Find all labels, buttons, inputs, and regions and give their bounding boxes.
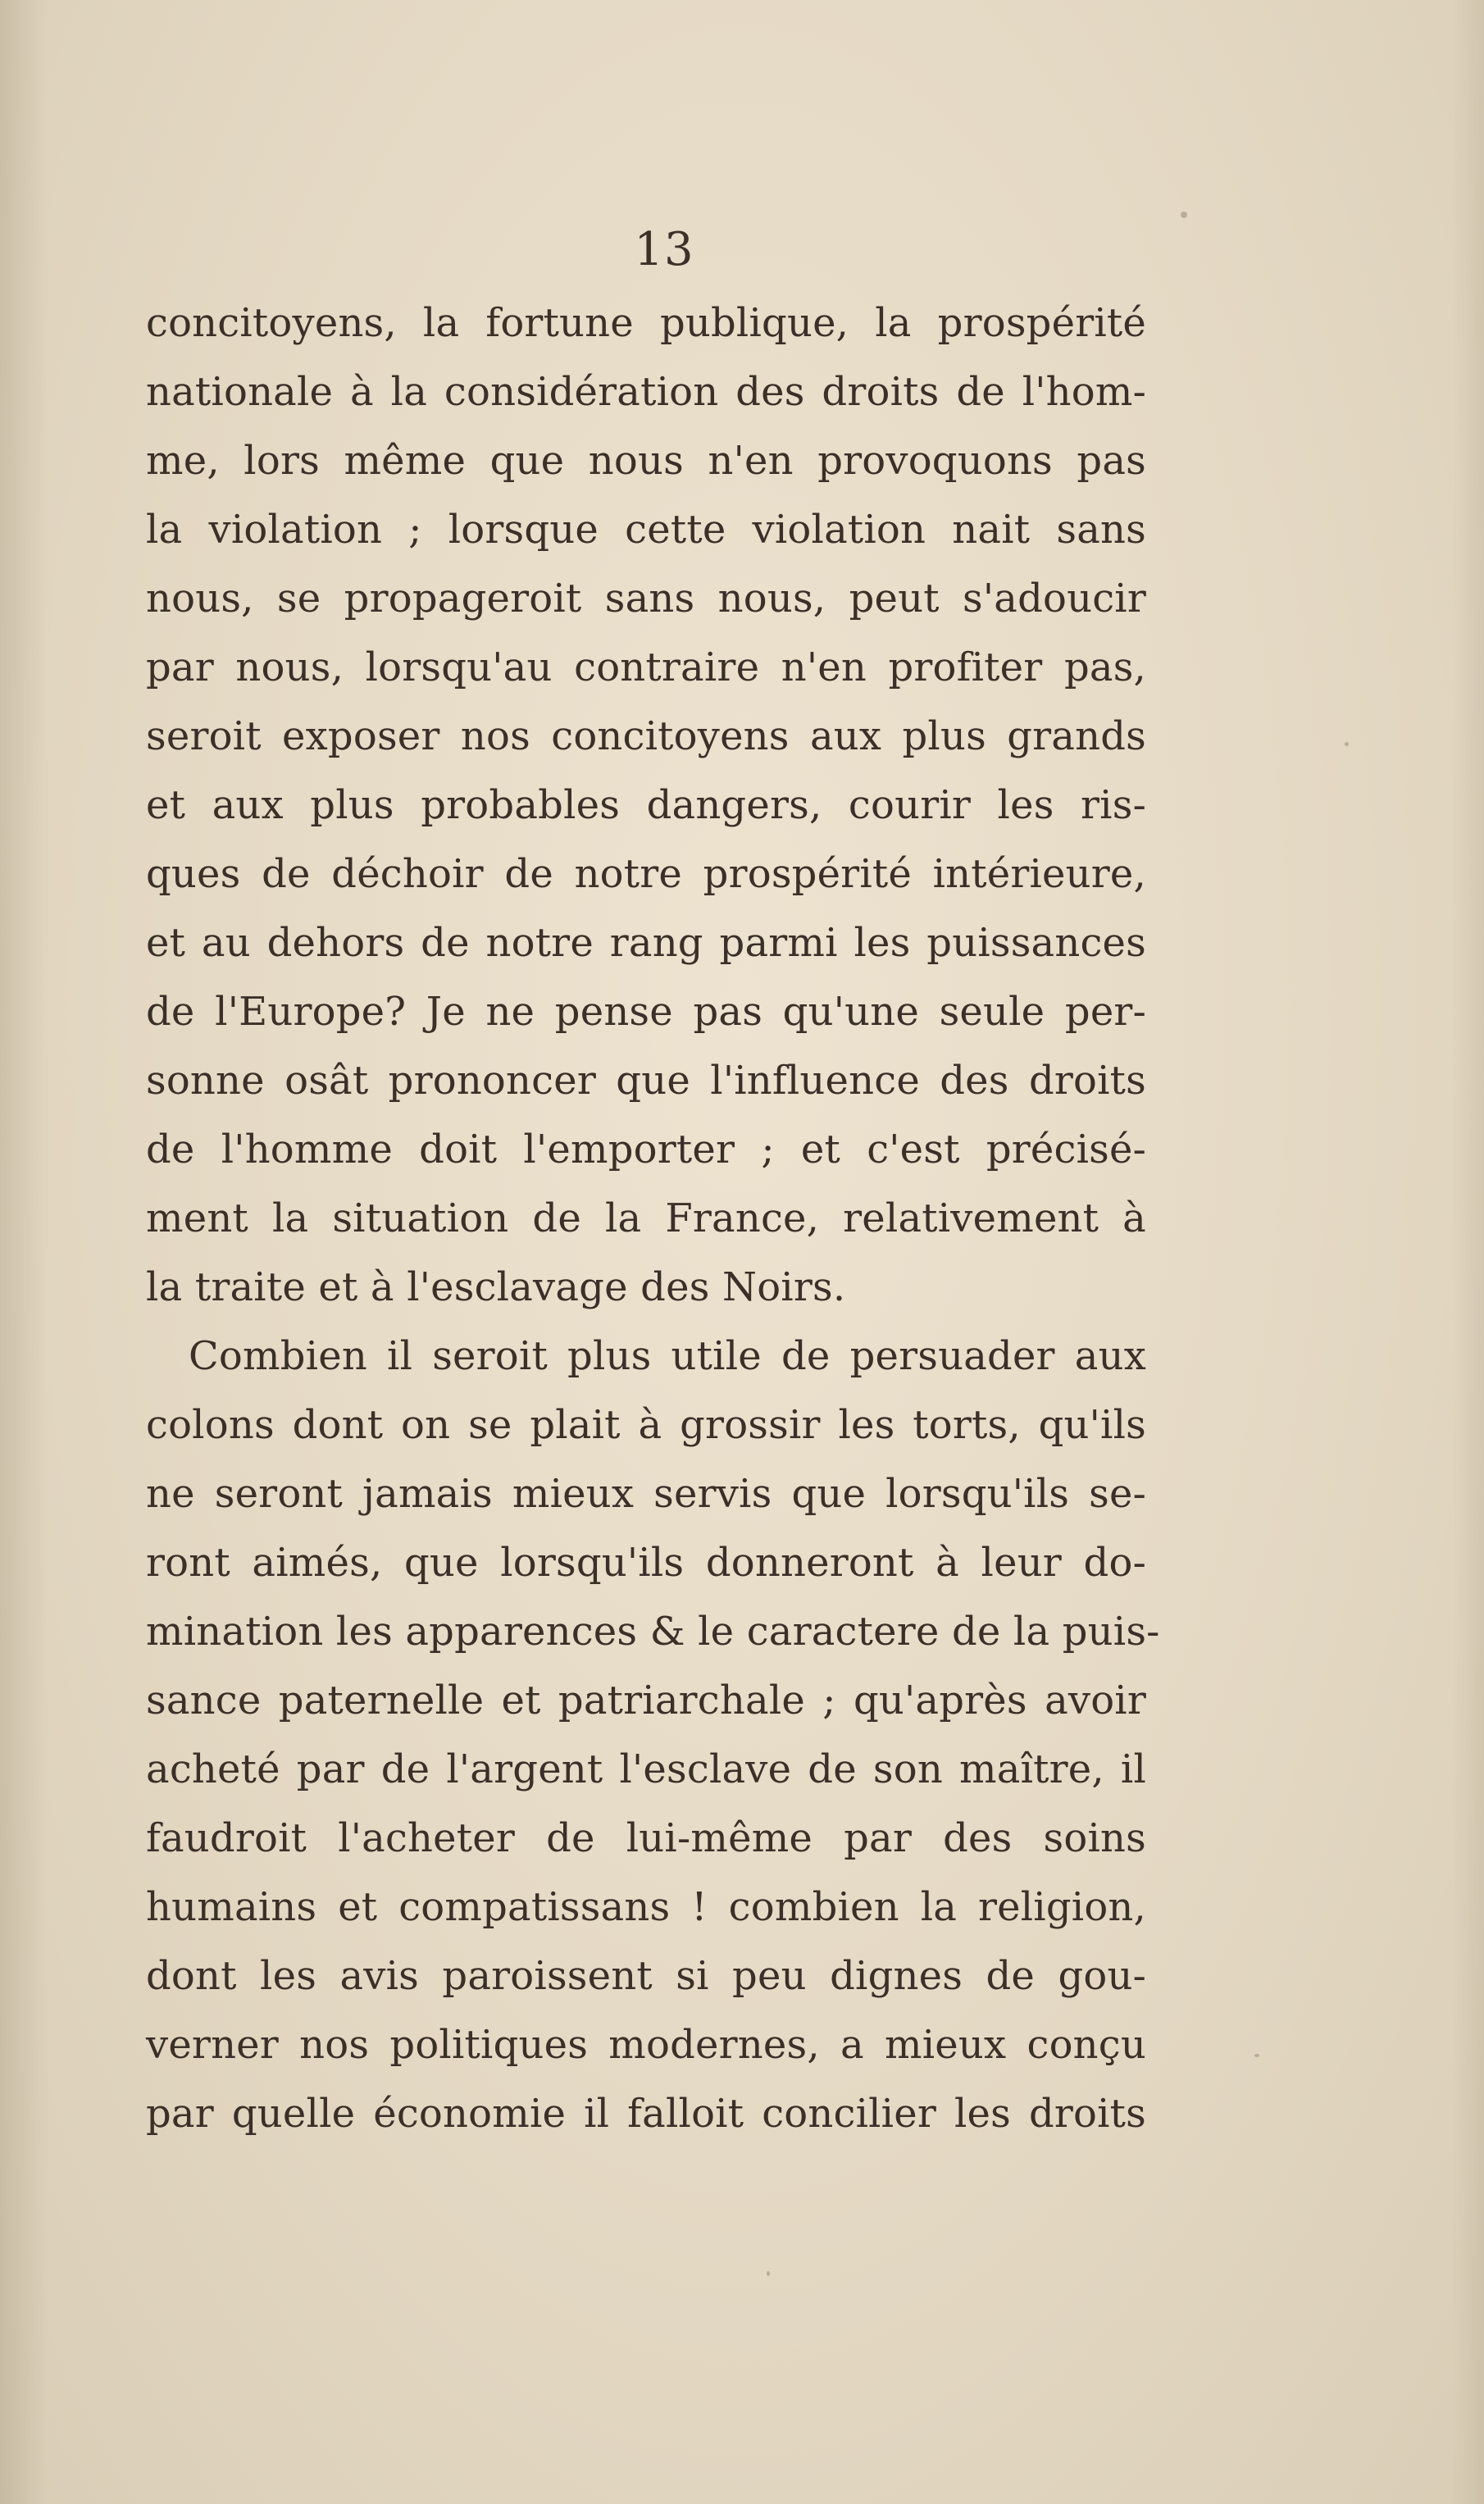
- page-edge-shadow-right: [1451, 0, 1484, 2504]
- text-line: acheté par de l'argent l'esclave de son maître, il: [146, 1746, 1146, 1792]
- paper-speck: [767, 2271, 770, 2276]
- page-edge-shadow-left: [0, 0, 49, 2504]
- text-line: seroit exposer nos concitoyens aux plus grands: [146, 713, 1146, 759]
- text-line: de l'homme doit l'emporter ; et c'est précisé-: [146, 1127, 1146, 1172]
- paper-speck: [1181, 212, 1187, 218]
- text-line: par nous, lorsqu'au contraire n'en profiter pas,: [146, 644, 1146, 690]
- text-line: sonne osât prononcer que l'influence des droits: [146, 1058, 1146, 1104]
- text-line: ques de déchoir de notre prospérité intérieure,: [146, 851, 1146, 897]
- paper-speck: [1254, 2054, 1259, 2057]
- text-line: et au dehors de notre rang parmi les puissances: [146, 920, 1146, 966]
- text-line: de l'Europe? Je ne pense pas qu'une seule per-: [146, 989, 1146, 1035]
- text-line: Combien il seroit plus utile de persuader aux: [189, 1333, 1146, 1379]
- text-line: ment la situation de la France, relativement à: [146, 1195, 1146, 1241]
- text-line: nous, se propageroit sans nous, peut s'adoucir: [146, 576, 1146, 621]
- paper-speck: [1345, 742, 1349, 746]
- text-line: me, lors même que nous n'en provoquons pas: [146, 438, 1146, 484]
- text-line: par quelle économie il falloit concilier les droits: [146, 2091, 1146, 2137]
- text-line: nationale à la considération des droits de l'hom-: [146, 369, 1146, 415]
- text-line: colons dont on se plait à grossir les torts, qu'ils: [146, 1402, 1146, 1448]
- text-line: faudroit l'acheter de lui-même par des soins: [146, 1815, 1146, 1861]
- text-line: verner nos politiques modernes, a mieux conçu: [146, 2022, 1146, 2068]
- text-line: la violation ; lorsque cette violation nait sans: [146, 507, 1146, 553]
- text-line: concitoyens, la fortune publique, la prospérité: [146, 300, 1146, 346]
- text-line: la traite et à l'esclavage des Noirs.: [146, 1264, 846, 1310]
- text-line: mination les apparences & le caractere de la puis-: [146, 1609, 1160, 1655]
- body-text: [146, 289, 1160, 2148]
- page-number: 13: [634, 223, 694, 276]
- text-line: dont les avis paroissent si peu dignes de gou-: [146, 1953, 1146, 1999]
- text-line: ront aimés, que lorsqu'ils donneront à leur do-: [146, 1540, 1146, 1586]
- text-line: et aux plus probables dangers, courir les ris-: [146, 782, 1146, 828]
- text-line: humains et compatissans ! combien la religion,: [146, 1884, 1146, 1930]
- text-line: sance paternelle et patriarchale ; qu'après avoir: [146, 1678, 1146, 1723]
- text-line: ne seront jamais mieux servis que lorsqu'ils se-: [146, 1471, 1146, 1517]
